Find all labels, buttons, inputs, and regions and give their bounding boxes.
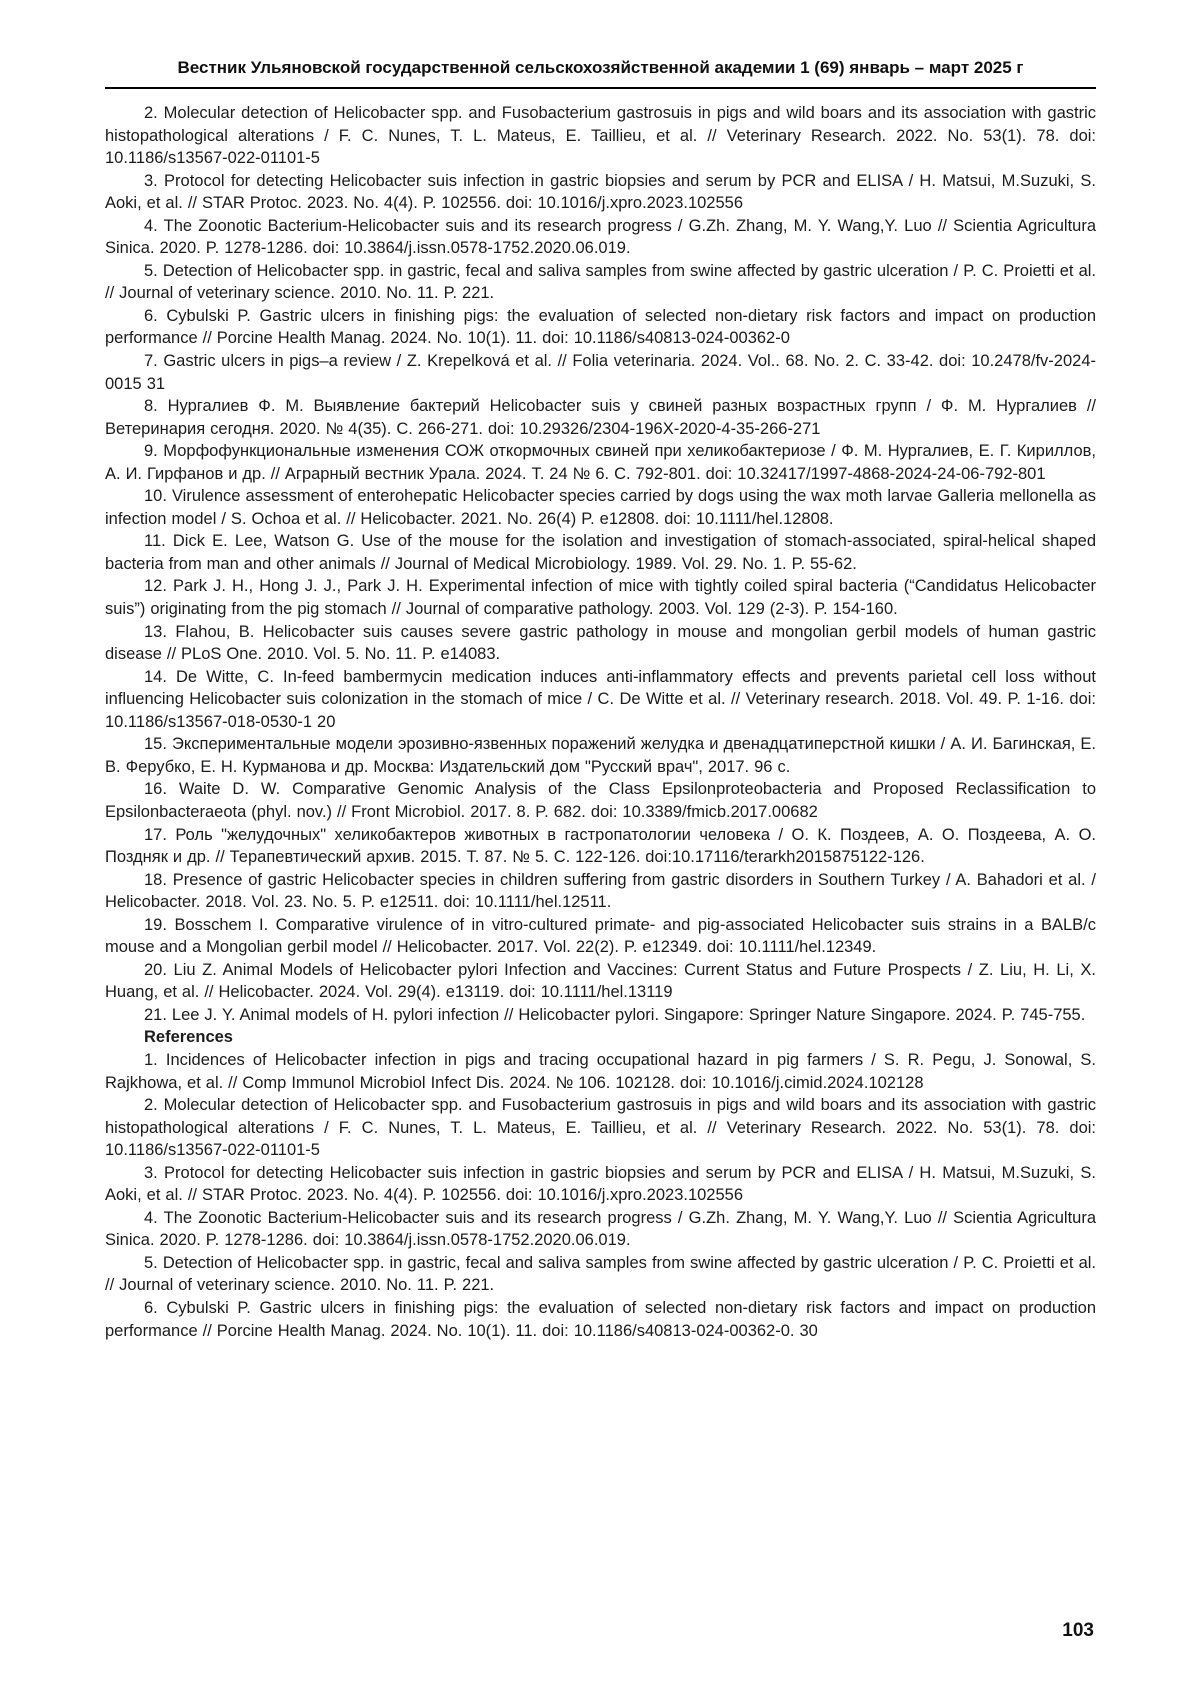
reference-paragraph: 6. Cybulski P. Gastric ulcers in finishing pigs: the evaluation of selected non-dietary risk factors and impact on production performance // Porcine Health Manag. 2024. No. 10(1). 11. doi: 10.1186/s40813-024-00362-0	[105, 306, 1096, 348]
reference-paragraph: 3. Protocol for detecting Helicobacter suis infection in gastric biopsies and serum by PCR and ELISA / H. Matsui, M.Suzuki, S. Aoki, et al. // STAR Protoc. 2023. No. 4(4). P. 102556. doi: 10.1016/j.xpro.2023.102556	[105, 1163, 1096, 1205]
page-header	[105, 57, 1096, 89]
reference-paragraph: 8. Нургалиев Ф. М. Выявление бактерий Helicobacter suis у свиней разных возрастных групп / Ф. М. Нургалиев // Ветеринария сегодня. 2020. № 4(35). С. 266-271. doi: 10.29326/2304-196X-2020-4-35-266-271	[105, 397, 1096, 438]
reference-paragraph: 18. Presence of gastric Helicobacter species in children suffering from gastric disorders in Southern Turkey / A. Bahadori et al. / Helicobacter. 2018. Vol. 23. No. 5. P. e12511. doi: 10.1111/hel.12511.	[105, 870, 1096, 912]
page-number: 103	[1062, 1620, 1094, 1641]
reference-paragraph: 15. Экспериментальные модели эрозивно-язвенных поражений желудка и двенадцатиперстной кишки / А. И. Багинская, Е. В. Ферубко, Е. Н. Курманова и др. Москва: Издательский дом "Русский врач", 2017. 96 с.	[105, 735, 1096, 776]
reference-paragraph: 9. Морфофункциональные изменения СОЖ откормочных свиней при хеликобактериозе / Ф. М. Нургалиев, Е. Г. Кириллов, А. И. Гирфанов и др. // Аграрный вестник Урала. 2024. Т. 24 № 6. С. 792-801. doi: 10.32417/1997-4868-2024-24-06-792-801	[105, 442, 1096, 483]
reference-paragraph: 10. Virulence assessment of enterohepatic Helicobacter species carried by dogs using the wax moth larvae Galleria mellonella as infection model / S. Ochoa et al. // Helicobacter. 2021. No. 26(4) P. e12808. doi: 10.1111/hel.12808.	[105, 487, 1096, 528]
journal-header-title: Вестник Ульяновской государственной сельскохозяйственной академии 1 (69) январь – март 2025 г	[177, 58, 1024, 77]
references-list	[105, 89, 1096, 1342]
reference-paragraph: 2. Molecular detection of Helicobacter spp. and Fusobacterium gastrosuis in pigs and wild boars and its association with gastric histopathological alterations / F. C. Nunes, T. L. Mateus, E. Taillieu, et al. // Veterinary Research. 2022. No. 53(1). 78. doi: 10.1186/s13567-022-01101-5	[105, 1096, 1096, 1160]
reference-paragraph: 21. Lee J. Y. Animal models of H. pylori infection // Helicobacter pylori. Singapore: Springer Nature Singapore. 2024. P. 745-755.	[144, 1005, 1086, 1024]
reference-paragraph: 6. Cybulski P. Gastric ulcers in finishing pigs: the evaluation of selected non-dietary risk factors and impact on production performance // Porcine Health Manag. 2024. No. 10(1). 11. doi: 10.1186/s40813-024-00362-0. 30	[105, 1298, 1096, 1340]
reference-paragraph: 17. Роль "желудочных" хеликобактеров животных в гастропатологии человека / О. К. Поздеев, А. О. Поздеева, А. О. Поздняк и др. // Терапевтический архив. 2015. Т. 87. № 5. С. 122-126. doi:10.17116/terarkh2015875122-126.	[105, 825, 1096, 867]
reference-paragraph: 5. Detection of Helicobacter spp. in gastric, fecal and saliva samples from swine affected by gastric ulceration / P. C. Proietti et al. // Journal of veterinary science. 2010. No. 11. P. 221.	[105, 261, 1096, 303]
reference-paragraph: 4. The Zoonotic Bacterium-Helicobacter suis and its research progress / G.Zh. Zhang, M. Y. Wang,Y. Luo // Scientia Agricultura Sinica. 2020. P. 1278-1286. doi: 10.3864/j.issn.0578-1752.2020.06.019.	[105, 216, 1096, 258]
references-heading: References	[144, 1028, 233, 1047]
reference-paragraph: 4. The Zoonotic Bacterium-Helicobacter suis and its research progress / G.Zh. Zhang, M. Y. Wang,Y. Luo // Scientia Agricultura Sinica. 2020. P. 1278-1286. doi: 10.3864/j.issn.0578-1752.2020.06.019.	[105, 1208, 1096, 1250]
reference-paragraph: 19. Bosschem I. Comparative virulence of in vitro-cultured primate- and pig-associated Helicobacter suis strains in a BALB/c mouse and a Mongolian gerbil model // Helicobacter. 2017. Vol. 22(2). P. e12349. doi: 10.1111/hel.12349.	[105, 915, 1096, 957]
reference-paragraph: 16. Waite D. W. Comparative Genomic Analysis of the Class Epsilonproteobacteria and Proposed Reclassification to Epsilonbacteraeota (phyl. nov.) // Front Microbiol. 2017. 8. P. 682. doi: 10.3389/fmicb.2017.00682	[105, 780, 1096, 821]
reference-paragraph: 3. Protocol for detecting Helicobacter suis infection in gastric biopsies and serum by PCR and ELISA / H. Matsui, M.Suzuki, S. Aoki, et al. // STAR Protoc. 2023. No. 4(4). P. 102556. doi: 10.1016/j.xpro.2023.102556	[105, 171, 1096, 213]
reference-paragraph: 11. Dick E. Lee, Watson G. Use of the mouse for the isolation and investigation of stomach-associated, spiral-helical shaped bacteria from man and other animals // Journal of Medical Microbiology. 1989. Vol. 29. No. 1. P. 55-62.	[105, 532, 1096, 573]
reference-paragraph: 2. Molecular detection of Helicobacter spp. and Fusobacterium gastrosuis in pigs and wild boars and its association with gastric histopathological alterations / F. C. Nunes, T. L. Mateus, E. Taillieu, et al. // Veterinary Research. 2022. No. 53(1). 78. doi: 10.1186/s13567-022-01101-5	[105, 104, 1096, 168]
reference-paragraph: 1. Incidences of Helicobacter infection in pigs and tracing occupational hazard in pig farmers / S. R. Pegu, J. Sonowal, S. Rajkhowa, et al. // Comp Immunol Microbiol Infect Dis. 2024. № 106. 102128. doi: 10.1016/j.cimid.2024.102128	[105, 1050, 1096, 1092]
reference-paragraph: 13. Flahou, B. Helicobacter suis causes severe gastric pathology in mouse and mongolian gerbil models of human gastric disease // PLoS One. 2010. Vol. 5. No. 11. P. e14083.	[105, 622, 1096, 664]
reference-paragraph: 12. Park J. H., Hong J. J., Park J. H. Experimental infection of mice with tightly coiled spiral bacteria (“Candidatus Helicobacter suis”) originating from the pig stomach // Journal of comparative pathology. 2003. Vol. 129 (2-3). P. 154-160.	[105, 577, 1096, 619]
reference-paragraph: 5. Detection of Helicobacter spp. in gastric, fecal and saliva samples from swine affected by gastric ulceration / P. C. Proietti et al. // Journal of veterinary science. 2010. No. 11. P. 221.	[105, 1253, 1096, 1295]
reference-paragraph: 14. De Witte, C. In-feed bambermycin medication induces anti-inflammatory effects and prevents parietal cell loss without influencing Helicobacter suis colonization in the stomach of mice / C. De Witte et al. // Veterinary research. 2018. Vol. 49. P. 1-16. doi: 10.1186/s13567-018-0530-1 20	[105, 667, 1096, 731]
reference-paragraph: 7. Gastric ulcers in pigs–a review / Z. Krepelková et al. // Folia veterinaria. 2024. Vol.. 68. No. 2. С. 33-42. doi: 10.2478/fv-2024-0015 31	[105, 352, 1096, 393]
reference-paragraph: 20. Liu Z. Animal Models of Helicobacter pylori Infection and Vaccines: Current Status and Future Prospects / Z. Liu, H. Li, X. Huang, et al. // Helicobacter. 2024. Vol. 29(4). e13119. doi: 10.1111/hel.13119	[105, 960, 1096, 1002]
